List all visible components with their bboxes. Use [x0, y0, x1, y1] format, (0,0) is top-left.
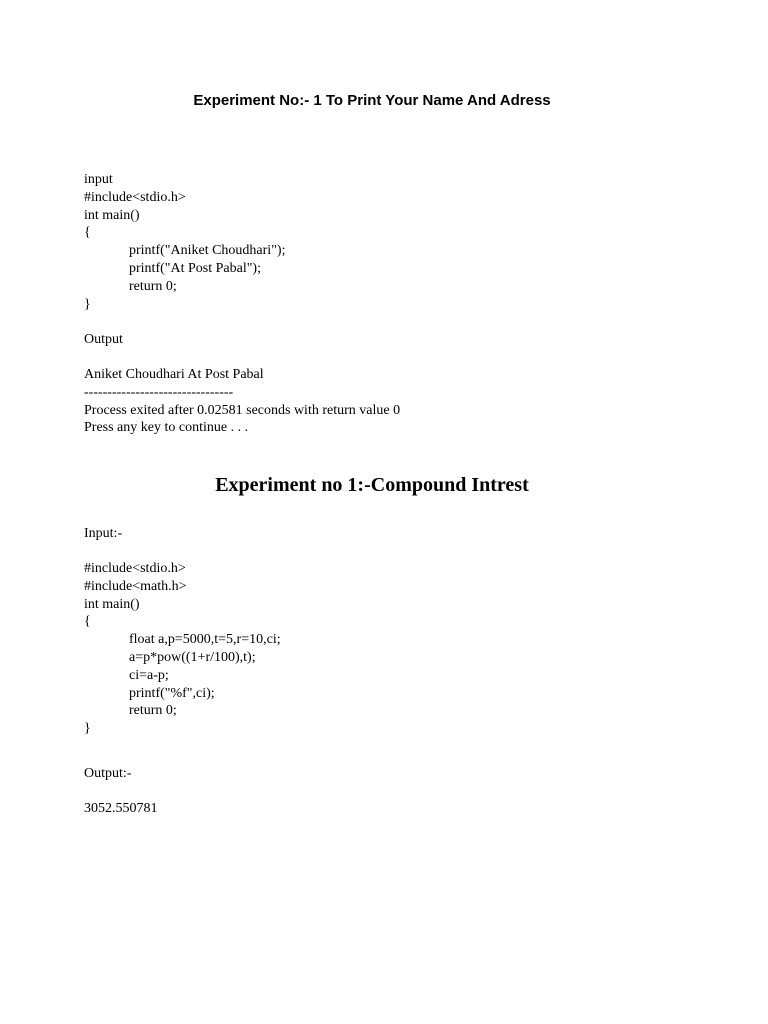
input-label: Input:-	[84, 526, 123, 541]
code-line: printf("%f",ci);	[129, 685, 215, 701]
code-line: return 0;	[129, 703, 177, 719]
code-line: {	[84, 614, 91, 630]
code-line: printf("Aniket Choudhari");	[129, 243, 286, 259]
code-line: #include<math.h>	[84, 578, 187, 594]
code-line: }	[84, 721, 91, 737]
output-value: 3052.550781	[84, 801, 158, 816]
experiment2-output-label	[84, 765, 131, 783]
output-line: Process exited after 0.02581 seconds with return value 0	[84, 402, 401, 418]
code-line: ci=a-p;	[129, 667, 169, 683]
code-line: input	[84, 172, 113, 187]
code-line: #include<stdio.h>	[84, 561, 186, 576]
code-line: int main()	[84, 596, 140, 612]
output-label: Output:-	[84, 766, 132, 781]
experiment1-output-block	[84, 366, 400, 437]
code-line: int main()	[84, 207, 140, 223]
code-line: return 0;	[129, 278, 177, 294]
experiment1-code-block	[84, 171, 285, 313]
experiment1-output-label	[84, 331, 123, 349]
code-line: {	[84, 225, 91, 241]
code-line: printf("At Post Pabal");	[129, 260, 261, 276]
experiment2-output-block	[84, 800, 158, 818]
code-line: }	[84, 296, 91, 312]
output-line: Press any key to continue . . .	[84, 420, 249, 436]
code-line: a=p*pow((1+r/100),t);	[129, 649, 256, 665]
experiment2-title: Experiment no 1:-Compound Intrest	[215, 474, 529, 496]
code-line: float a,p=5000,t=5,r=10,ci;	[129, 632, 281, 648]
output-line: Aniket Choudhari At Post Pabal	[84, 367, 264, 382]
code-line: #include<stdio.h>	[84, 189, 186, 205]
output-separator: --------------------------------	[84, 384, 234, 400]
experiment2-code-block	[84, 560, 281, 738]
experiment2-input-label	[84, 525, 122, 543]
output-label: Output	[84, 332, 123, 347]
experiment1-title: Experiment No:- 1 To Print Your Name And Adress	[193, 92, 551, 109]
